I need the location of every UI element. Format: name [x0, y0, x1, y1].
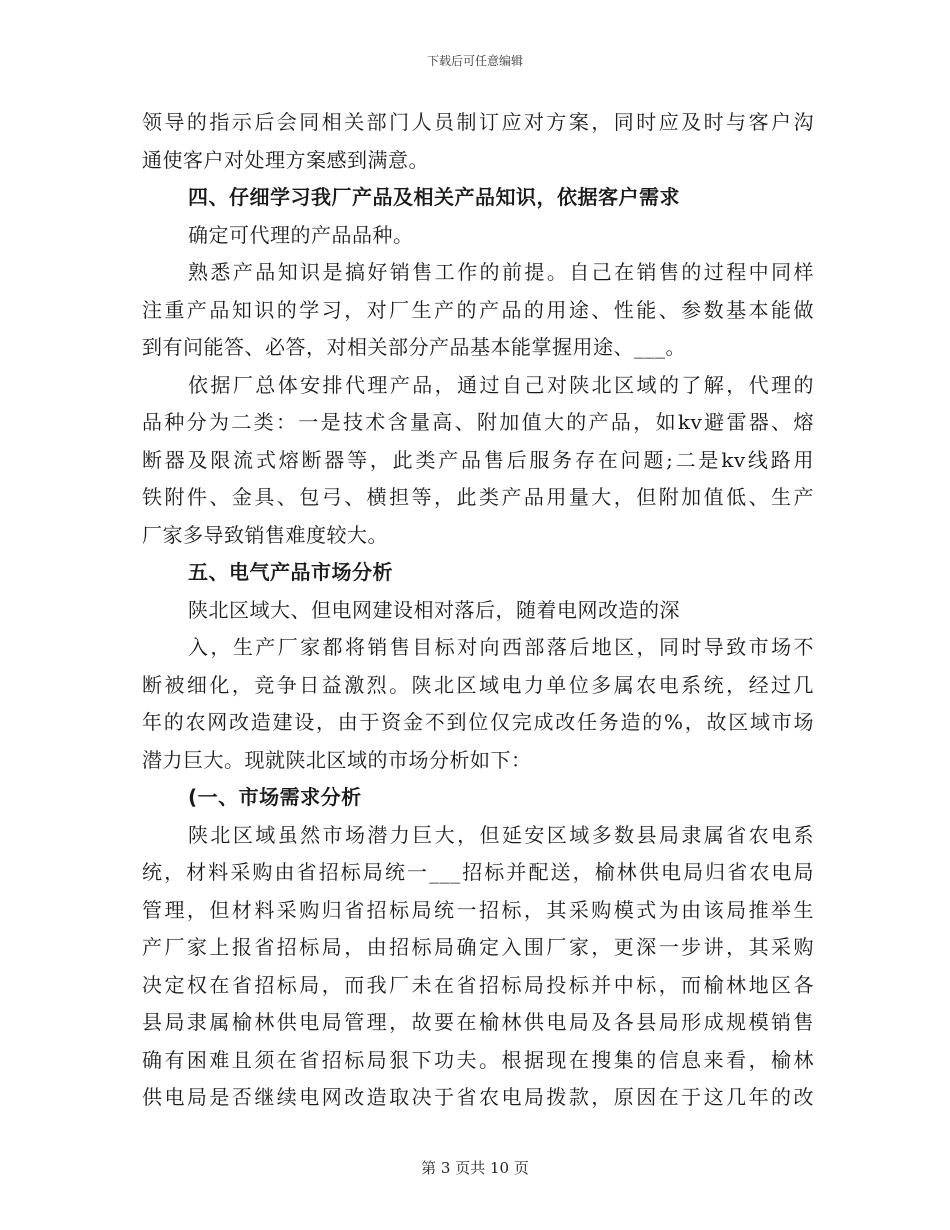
text-line: 统，材料采购由省招标局统一___招标并配送，榆林供电局归省农电局: [142, 860, 814, 884]
text-line: 确定可代理的产品品种。: [188, 222, 414, 247]
page-header: 下载后可任意编辑: [426, 54, 523, 68]
text-line: 年的农网改造建设，由于资金不到位仅完成改任务造的%，故区域市场: [142, 710, 814, 734]
document-body: [142, 104, 814, 1117]
page-footer: 第 3 页共 10 页: [421, 1159, 529, 1177]
text-line: 供电局是否继续电网改造取决于省农电局拨款，原因在于这几年的改: [142, 1085, 814, 1109]
text-line: 断被细化，竞争日益激烈。陕北区域电力单位多属农电系统，经过几: [142, 672, 814, 697]
text-line: 潜力巨大。现就陕北区域的市场分析如下：: [142, 747, 532, 772]
text-line: 陕北区域虽然市场潜力巨大，但延安区域多数县局隶属省农电系: [188, 822, 814, 847]
text-line: 铁附件、金具、包弓、横担等，此类产品用量大，但附加值低、生产: [142, 485, 814, 509]
text-line: 熟悉产品知识是搞好销售工作的前提。自己在销售的过程中同样: [188, 260, 814, 284]
text-line: 管理，但材料采购归省招标局统一招标，其采购模式为由该局推举生: [142, 897, 814, 922]
text-line: 通使客户对处理方案感到满意。: [142, 147, 429, 172]
text-line: 陕北区域大、但电网建设相对落后，随着电网改造的深: [188, 597, 680, 622]
section-heading: 五、电气产品市场分析: [188, 560, 393, 584]
text-line: 注重产品知识的学习，对厂生产的产品的用途、性能、参数基本能做: [142, 297, 814, 322]
text-line: 决定权在省招标局，而我厂未在省招标局投标并中标，而榆林地区各: [142, 972, 814, 997]
text-line: 领导的指示后会同相关部门人员制订应对方案，同时应及时与客户沟: [142, 110, 814, 134]
text-line: 确有困难且须在省招标局狠下功夫。根据现在搜集的信息来看，榆林: [142, 1047, 814, 1072]
text-line: 县局隶属榆林供电局管理，故要在榆林供电局及各县局形成规模销售: [142, 1010, 814, 1034]
text-line: 依据厂总体安排代理产品，通过自己对陕北区域的了解，代理的: [188, 372, 814, 397]
text-line: 入，生产厂家都将销售目标对向西部落后地区，同时导致市场不: [188, 635, 814, 659]
section-heading: 四、仔细学习我厂产品及相关产品知识，依据客户需求: [188, 185, 680, 209]
text-line: 到有问能答、必答，对相关部分产品基本能掌握用途、___。: [142, 335, 686, 359]
text-line: 断器及限流式熔断器等，此类产品售后服务存在问题;二是kv线路用: [142, 447, 814, 472]
text-line: 品种分为二类：一是技术含量高、附加值大的产品，如kv避雷器、熔: [142, 410, 814, 434]
section-heading: (一、市场需求分析: [188, 785, 362, 809]
text-line: 产厂家上报省招标局，由招标局确定入围厂家，更深一步讲，其采购: [142, 935, 814, 959]
text-line: 厂家多导致销售难度较大。: [142, 522, 388, 547]
